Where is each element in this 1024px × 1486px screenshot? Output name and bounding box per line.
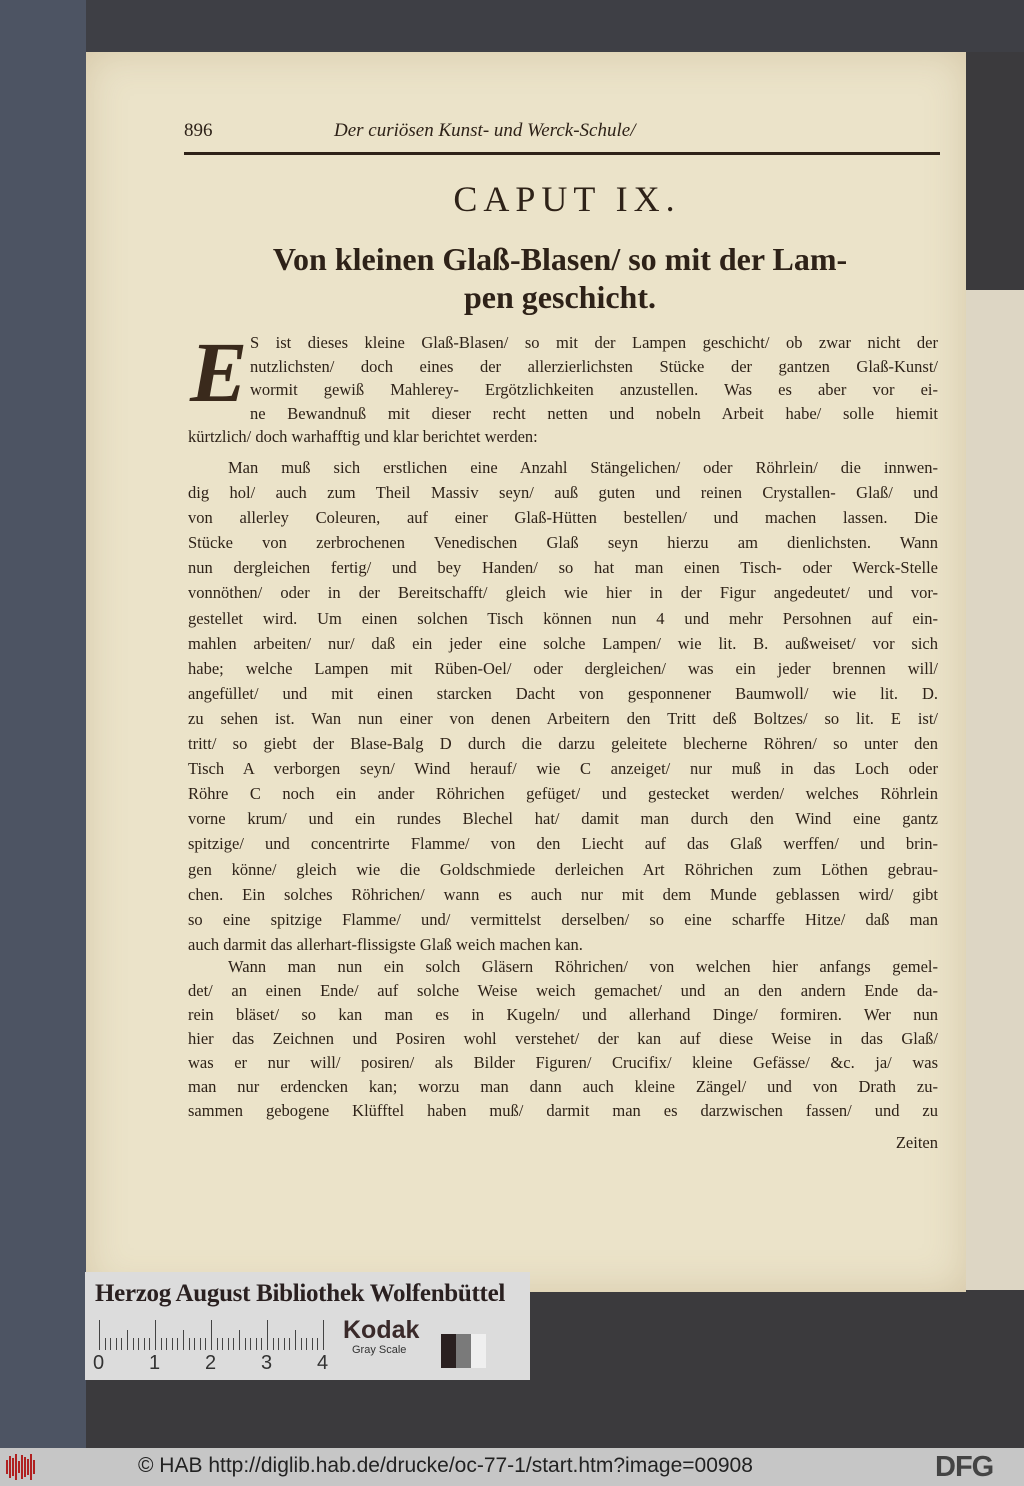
scale-number: 0 <box>93 1352 105 1374</box>
ruler-tick <box>217 1338 218 1350</box>
adjacent-page-edge <box>962 290 1024 1290</box>
text-line: zu sehen ist. Wan nun einer von denen Arbeitern den Tritt deß Boltzes/ so lit. E ist/ <box>188 708 938 728</box>
heading-line: Von kleinen Glaß-Blasen/ so mit der Lam- <box>272 241 848 277</box>
ruler-tick <box>284 1338 285 1350</box>
logo-bar <box>9 1456 11 1478</box>
ruler-tick <box>273 1338 274 1350</box>
scale-number: 3 <box>261 1352 273 1374</box>
ruler-tick <box>149 1338 150 1350</box>
ruler-tick <box>183 1330 184 1350</box>
text-line: sammen gebogene Klüfftel haben muß/ darmit man es darzwischen fassen/ und zu <box>188 1101 938 1120</box>
ruler-tick <box>194 1338 195 1350</box>
ruler-tick <box>200 1338 201 1350</box>
text-line: rein bläset/ so kan man es in Kugeln/ und allerhand Dinge/ formiren. Wer nun <box>188 1005 938 1024</box>
ruler-tick <box>295 1330 296 1350</box>
ruler-tick <box>323 1320 324 1350</box>
ruler-tick <box>205 1338 206 1350</box>
logo-bar <box>24 1457 26 1477</box>
ruler-tick <box>267 1320 268 1350</box>
ruler-scale <box>99 1320 327 1350</box>
ruler-tick <box>261 1338 262 1350</box>
text-line: tritt/ so giebt der Blase-Balg D durch die darzu geleitete blecherne Röhren/ so unter den <box>188 734 938 754</box>
logo-bar <box>15 1454 17 1480</box>
page-number: 896 <box>184 120 213 141</box>
scale-number: 4 <box>317 1352 329 1374</box>
text-line: spitzige/ und concentrirte Flamme/ von den Liecht auf das Glaß werffen/ und brin- <box>188 834 938 854</box>
chapter-heading <box>240 240 880 316</box>
ruler-tick <box>172 1338 173 1350</box>
kodak-logo: Kodak <box>343 1316 420 1344</box>
scale-number: 1 <box>149 1352 161 1374</box>
text-line: so eine spitzige Flamme/ und/ vermittelst derselben/ so eine scharffe Hitze/ daß man <box>188 909 938 929</box>
chapter-number: CAPUT IX. <box>453 179 681 219</box>
catchword-block <box>188 1130 938 1155</box>
logo-bar <box>33 1460 35 1474</box>
gray-swatch-dark <box>441 1334 456 1368</box>
ruler-tick <box>138 1338 139 1350</box>
ruler-tick <box>222 1338 223 1350</box>
ruler-tick <box>256 1338 257 1350</box>
ruler-tick <box>233 1338 234 1350</box>
text-line: ne Bewandnuß mit dieser recht netten und nobeln Arbeit habe/ solle hiemit <box>250 403 938 423</box>
ruler-tick <box>133 1338 134 1350</box>
text-line: kürtzlich/ doch warhafftig und klar berichtet werden: <box>188 427 538 446</box>
ruler-tick <box>144 1338 145 1350</box>
scan-background-top <box>0 0 1024 52</box>
paragraph-3 <box>188 955 938 1123</box>
gray-swatch-light <box>471 1334 486 1368</box>
ruler-tick <box>312 1338 313 1350</box>
text-line: hier das Zeichnen und Posiren wohl verstehet/ der kan auf diese Weise in das Glaß/ <box>188 1029 938 1048</box>
gray-swatch-mid <box>456 1334 471 1368</box>
ruler-tick <box>301 1338 302 1350</box>
ruler-tick <box>189 1338 190 1350</box>
text-line: nun dergleichen fertig/ und bey Handen/ so hat man einen Tisch- oder Werck-Stelle <box>188 558 938 578</box>
text-line: vorne krum/ und ein rundes Blechel hat/ damit man durch den Wind eine gantz <box>188 809 938 829</box>
header-rule <box>184 152 940 155</box>
heading-line: pen geschicht. <box>464 279 656 315</box>
hab-logo-icon <box>6 1454 36 1480</box>
text-line: Stücke von zerbrochenen Venedischen Glaß seyn hierzu am dienlichsten. Wann <box>188 533 938 553</box>
text-line: habe; welche Lampen mit Rüben-Oel/ oder dergleichen/ was ein jeder brennen will/ <box>188 658 938 678</box>
text-line: vonnöthen/ oder in der Bereitschafft/ gleich wie hier in der Figur angedeutet/ und vor- <box>188 583 938 603</box>
text-line: auch darmit das allerhart-flissigste Glaß weich machen kan. <box>188 934 583 954</box>
ruler-tick <box>211 1320 212 1350</box>
ruler-tick <box>155 1320 156 1350</box>
ruler-tick <box>289 1338 290 1350</box>
text-line: chen. Ein solches Röhrichen/ wann es auch nur mit dem Munde geblassen wird/ gibt <box>188 884 938 904</box>
ruler-tick <box>177 1338 178 1350</box>
paragraph-1 <box>188 324 938 449</box>
dfg-logo: DFG <box>935 1451 994 1483</box>
logo-bar <box>18 1461 20 1473</box>
library-name: Herzog August Bibliothek Wolfenbüttel <box>95 1280 506 1307</box>
catchword: Zeiten <box>895 1133 938 1152</box>
text-line: gestellet wird. Um einen solchen Tisch können nun 4 und mehr Persohnen auf ein- <box>188 608 938 628</box>
ruler-tick <box>228 1338 229 1350</box>
ruler-tick <box>127 1330 128 1350</box>
text-line: Röhre C noch ein ander Röhrichen gefüget/ und gestecket werden/ welches Röhrlein <box>188 784 938 804</box>
text-line: S ist dieses kleine Glaß-Blasen/ so mit der Lampen geschicht/ ob zwar nicht der <box>250 333 938 352</box>
text-line: was er nur will/ posiren/ als Bilder Figuren/ Crucifix/ kleine Gefässe/ &c. ja/ was <box>188 1053 938 1072</box>
ruler-tick <box>306 1338 307 1350</box>
text-line: Wann man nun ein solch Gläsern Röhrichen/ von welchen hier anfangs gemel- <box>228 957 938 976</box>
logo-bar <box>6 1460 8 1474</box>
copyright-link[interactable]: © HAB http://diglib.hab.de/drucke/oc-77-1/start.htm?image=00908 <box>138 1454 753 1477</box>
text-line: det/ an einen Ende/ auf solche Weise weich gemachet/ und an den andern Ende da- <box>188 981 938 1000</box>
ruler-tick <box>239 1330 240 1350</box>
text-line: dig hol/ auch zum Theil Massiv seyn/ auß guten und reinen Crystallen- Glaß/ und <box>188 483 938 503</box>
logo-bar <box>21 1455 23 1479</box>
ruler-tick <box>99 1320 100 1350</box>
ruler-tick <box>317 1338 318 1350</box>
ornamental-drop-cap: E <box>190 324 248 420</box>
text-line: man nur erdencken kan; worzu man dann auch kleine Zängel/ und von Drath zu- <box>188 1077 938 1096</box>
text-line: mahlen arbeiten/ nur/ daß ein jeder eine solche Lampen/ wie lit. B. außweiset/ vor sich <box>188 633 938 653</box>
logo-bar <box>27 1459 29 1475</box>
logo-bar <box>12 1458 14 1476</box>
running-header <box>184 120 940 148</box>
paragraph-2 <box>188 455 938 957</box>
ruler-tick <box>278 1338 279 1350</box>
ruler-tick <box>116 1338 117 1350</box>
library-scale-label <box>85 1272 530 1380</box>
ruler-tick <box>245 1338 246 1350</box>
text-line: angefüllet/ und mit einen starcken Dacht von gesponnener Baumwoll/ wie lit. D. <box>188 683 938 703</box>
ruler-tick <box>250 1338 251 1350</box>
ruler-tick <box>121 1338 122 1350</box>
gray-scale-caption: Gray Scale <box>352 1344 407 1356</box>
ruler-tick <box>110 1338 111 1350</box>
footer-bar <box>0 1448 1024 1486</box>
text-line: von allerley Coleuren, auf einer Glaß-Hütten bestellen/ und machen lassen. Die <box>188 508 938 528</box>
text-line: Man muß sich erstlichen eine Anzahl Stängelichen/ oder Röhrlein/ die innwen- <box>228 458 938 477</box>
text-line: Tisch A verborgen seyn/ Wind herauf/ wie C anzeiget/ nur muß in das Loch oder <box>188 759 938 779</box>
ruler-tick <box>166 1338 167 1350</box>
logo-bar <box>30 1454 32 1480</box>
running-title: Der curiösen Kunst- und Werck-Schule/ <box>334 120 636 141</box>
ruler-tick <box>161 1338 162 1350</box>
scale-number: 2 <box>205 1352 217 1374</box>
text-line: wormit gewiß Mahlerey- Ergötzlichkeiten anzustellen. Was es aber vor ei- <box>250 380 938 399</box>
ruler-tick <box>105 1338 106 1350</box>
text-line: nutzlichsten/ doch eines der allerzierlichsten Stücke der gantzen Glaß-Kunst/ <box>250 356 938 376</box>
text-line: gen könne/ gleich wie die Goldschmiede derleichen Art Röhrichen zum Löthen gebrau- <box>188 859 938 879</box>
